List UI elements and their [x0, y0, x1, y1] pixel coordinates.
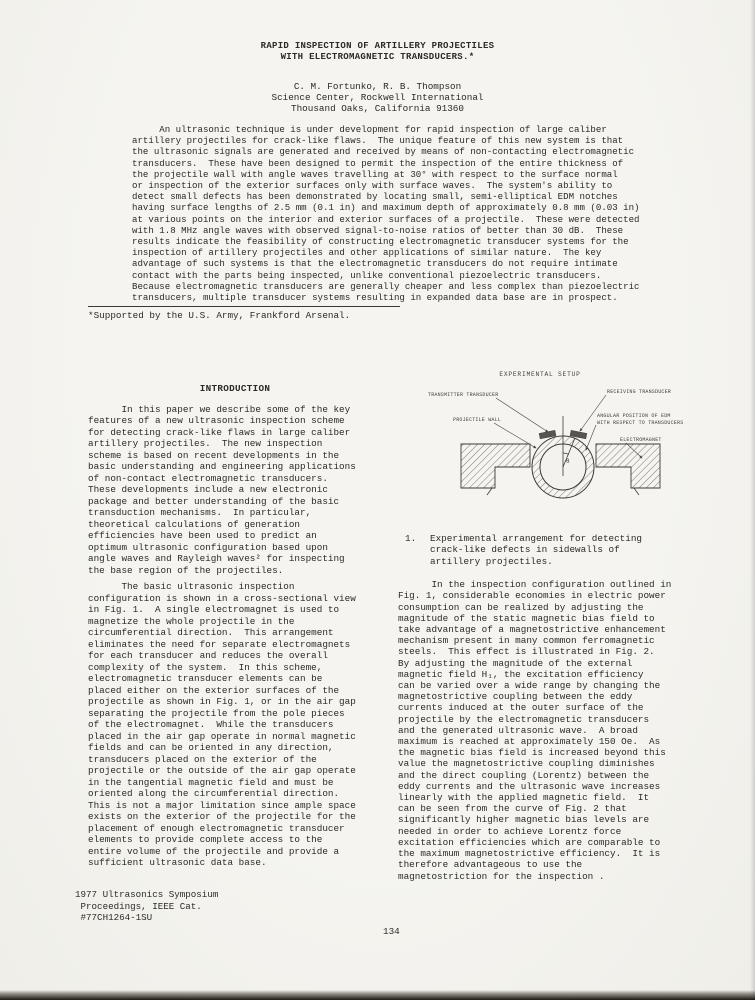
text-line: needed in order to achieve Lorentz force [398, 825, 622, 837]
text-line: efficiencies have been used to predict an [88, 530, 317, 541]
authors: C. M. Fortunko, R. B. Thompson [293, 81, 462, 92]
text-line: results indicate the feasibility of constructing electromagnetic transducer systems for the [132, 236, 629, 248]
text-line: contact with the parts being inspected, unlike conventional piezoelectric transducers. [132, 269, 602, 281]
text-line: entire volume of the projectile and provide a [88, 845, 340, 857]
right-column-paragraph [398, 579, 696, 881]
text-line: transduction mechanisms. In particular, [88, 507, 312, 518]
text-line: linearly with the applied magnetic field. It [398, 792, 650, 804]
figure1-title: EXPERIMENTAL SETUP [499, 371, 581, 378]
text-line: Because electromagnetic transducers are generally cheaper and less complex than piezoelectric [132, 280, 640, 292]
paper-title-line1: RAPID INSPECTION OF ARTILLERY PROJECTILES [260, 41, 495, 51]
text-line: the projectile wall with angle waves travelling at 30° with respect to the surface normal [132, 168, 618, 180]
text-line: By adjusting the magnitude of the external [398, 657, 633, 669]
proceedings-footer [75, 889, 218, 924]
page-number: 134 [383, 926, 400, 937]
figure-label-angular-2: WITH RESPECT TO TRANSDUCERS [597, 420, 684, 426]
text-line: eliminates the need for separate electromagnets [88, 638, 351, 650]
affiliation-location: Thousand Oaks, California 91360 [291, 103, 464, 114]
text-line: projectile as shown in Fig. 1, or in the air gap [88, 696, 356, 707]
figure1-caption-text [430, 533, 642, 567]
text-line: transducers placed on the exterior of the [88, 753, 317, 765]
text-line: features of a new ultrasonic inspection scheme [88, 415, 345, 426]
abstract [132, 124, 640, 303]
text-line: magnetostrictive coupling between the eddy [398, 691, 633, 703]
intro-paragraph-2 [88, 581, 382, 869]
paper-title-line2: WITH ELECTROMAGNETIC TRANSDUCERS.* [280, 52, 475, 62]
pole-foot-mark-right [634, 488, 639, 495]
text-line: significantly higher magnetic bias levels are [398, 814, 650, 826]
text-line: take advantage of a magnetostrictive enhancement [398, 624, 666, 636]
text-line: of the electromagnet. While the transducers [88, 719, 334, 730]
text-line: the base region of the projectiles. [88, 564, 284, 576]
right-column [398, 368, 696, 882]
text-line: package and better understanding of the basic [88, 495, 340, 507]
text-line: theoretical calculations of generation [88, 518, 301, 530]
text-line: having surface lengths of 2.5 mm (0.1 in) and maximum depth of approximately 0.8 mm (0.03 in) [132, 202, 640, 214]
figure-label-transmitter: TRANSMITTER TRANSDUCER [428, 392, 499, 398]
affiliation: Science Center, Rockwell International [271, 92, 484, 103]
text-line: in Fig. 1. A single electromagnet is used to [88, 604, 340, 615]
figure1-caption-number: 1. [405, 533, 417, 544]
intro-paragraph-1 [88, 404, 382, 577]
text-line: circumferential direction. This arrangement [88, 627, 334, 638]
figure-label-angular-1: ANGULAR POSITION OF EDM [597, 413, 671, 419]
text-line: inspection of artillery projectiles and other applications of similar nature. The key [132, 247, 602, 259]
text-line: in the tangential magnetic field and must be [88, 776, 334, 788]
text-line: magnitude of the static magnetic bias field to [398, 612, 655, 624]
leader-line-angular [586, 425, 596, 450]
text-line: artillery projectiles for crack-like flaws. The unique feature of this new system is that [132, 135, 624, 147]
figure-label-receiver: RECEIVING TRANSDUCER [607, 389, 672, 395]
text-line: artillery projectiles. [430, 555, 553, 567]
text-line: magnetic field H₁, the excitation efficiency [398, 668, 644, 680]
text-line: can be varied over a wide range by changing the [398, 680, 661, 692]
text-line: An ultrasonic technique is under development for rapid inspection of large caliber [132, 124, 607, 135]
paper-title [0, 41, 755, 63]
text-line: transducers. These have been designed to permit the inspection of the entire thickness of [132, 157, 624, 169]
text-line: mechanism present in many common ferromagnetic [398, 635, 655, 647]
text-line: configuration is shown in a cross-sectional view [88, 592, 356, 604]
pole-foot-mark-left [487, 488, 492, 495]
figure1-diagram [398, 368, 696, 526]
text-line: crack-like defects in sidewalls of [430, 544, 620, 556]
electromagnet-pole-left [461, 444, 530, 488]
text-line: fields and can be oriented in any direction, [88, 742, 334, 753]
scan-edge-bottom [0, 990, 755, 1000]
text-line: consumption can be realized by adjusting the [398, 601, 644, 613]
text-line: and the generated ultrasonic wave. A broad [398, 724, 638, 736]
text-line: the maximum magnetostrictive efficiency. It is [398, 848, 661, 860]
text-line: 1977 Ultrasonics Symposium [75, 889, 219, 900]
text-line: of non-contact electromagnetic transducers. [88, 472, 328, 484]
text-line: The basic ultrasonic inspection [88, 581, 295, 592]
text-line: optimum ultrasonic configuration based upon [88, 541, 328, 553]
text-line: therefore advantageous to use the [398, 859, 583, 871]
text-line: scheme is based on recent developments in the [88, 449, 340, 461]
left-column [88, 383, 382, 869]
text-line: angle waves and Rayleigh waves² for inspecting [88, 553, 345, 564]
theta-label: θ [566, 458, 570, 465]
text-line: magnetostriction for the inspection . [398, 870, 605, 882]
text-line: artillery projectiles. The new inspection [88, 438, 323, 449]
text-line: Fig. 1, considerable economies in electric power [398, 590, 666, 602]
text-line: projectile or the outside of the air gap operate [88, 765, 356, 776]
text-line: Experimental arrangement for detecting [430, 533, 643, 544]
text-line: detect small defects has been demonstrated by locating small, semi-elliptical EDM notches [132, 191, 618, 203]
section-heading-introduction: INTRODUCTION [199, 383, 271, 394]
footnote-rule [88, 306, 400, 307]
text-line: basic understanding and engineering applications [88, 461, 356, 472]
text-line: the ultrasonic signals are generated and received by means of non-contacting electromagnetic [132, 146, 635, 158]
footnote: *Supported by the U.S. Army, Frankford Arsenal. [88, 310, 351, 321]
text-line: advantage of such systems is that the electromagnetic transducers do not require intimate [132, 258, 618, 270]
text-line: value the magnetostrictive coupling diminishes [398, 758, 655, 770]
text-line: excitation efficiencies which are comparable to [398, 836, 661, 848]
text-line: can be seen from the curve of Fig. 2 that [398, 803, 627, 815]
figure1-caption [398, 533, 696, 567]
text-line: the magnetic bias field is increased beyond this [398, 747, 666, 759]
text-line: #77CH1264-1SU [75, 912, 153, 924]
text-line: electromagnetic transducer elements can be [88, 673, 323, 684]
figure-label-electromagnet: ELECTROMAGNET [620, 437, 662, 443]
text-line: for each transducer and reduces the overall [88, 650, 328, 661]
electromagnet-pole-right [596, 444, 660, 488]
text-line: elements to provide complete access to the [88, 834, 323, 845]
text-line: at various points on the interior and exterior surfaces of a projectile. These were detected [132, 213, 640, 225]
text-line: placed either on the exterior surfaces of the [88, 684, 340, 696]
text-line: currents induced at the outer surface of the [398, 702, 644, 714]
text-line: transducers, multiple transducer systems resulting in expanded data base are in prospect. [132, 292, 618, 304]
leader-line-transmitter [496, 398, 548, 432]
text-line: steels. This effect is illustrated in Fig. 2. [398, 646, 655, 658]
text-line: oriented along the circumferential direction. [88, 788, 340, 799]
text-line: exists on the exterior of the projectile for the [88, 811, 356, 822]
text-line: magnetize the whole projectile in the [88, 615, 295, 627]
text-line: In this paper we describe some of the key [88, 403, 351, 415]
text-line: These developments include a new electronic [88, 484, 328, 495]
text-line: In the inspection configuration outlined in [398, 579, 672, 591]
text-line: placed in the air gap operate in normal magnetic [88, 730, 356, 742]
text-line: placement of enough electromagnetic transducer [88, 822, 345, 834]
text-line: with 1.8 MHz angle waves with observed signal-to-noise ratios of better than 30 dB. These [132, 224, 624, 236]
text-line: and the direct coupling (Lorentz) between the [398, 769, 650, 781]
figure-label-projectile-wall: PROJECTILE WALL [453, 417, 502, 423]
text-line: for detecting crack-like flaws in large caliber [88, 426, 351, 438]
text-line: sufficient ultrasonic data base. [88, 857, 267, 868]
text-line: eddy currents and the ultrasonic wave increases [398, 780, 661, 792]
text-line: projectile by the electromagnetic transducers [398, 713, 650, 725]
scan-edge-right [750, 0, 755, 1000]
text-line: separating the projectile from the pole pieces [88, 707, 345, 719]
text-line: This is not a major limitation since ample space [88, 799, 356, 811]
byline [0, 81, 755, 114]
text-line: or inspection of the exterior surfaces only with surface waves. The system's ability to [132, 180, 613, 192]
text-line: Proceedings, IEEE Cat. [75, 900, 202, 912]
text-line: complexity of the system. In this scheme, [88, 661, 323, 673]
text-line: maximum is reached at approximately 150 Oe. As [398, 736, 661, 748]
